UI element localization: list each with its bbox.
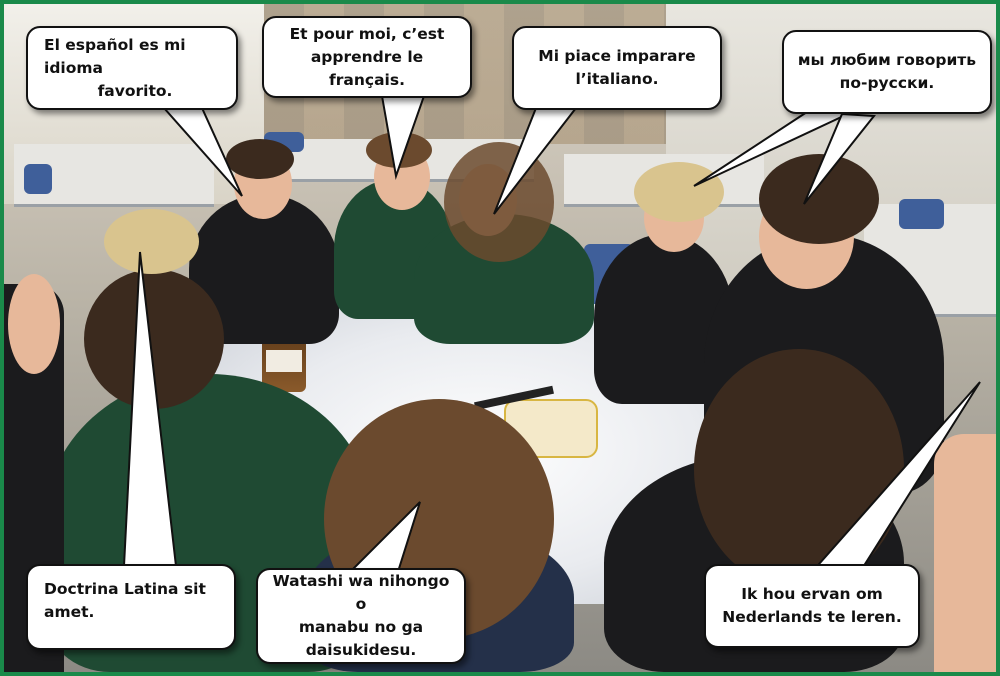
bubble-line: Doctrina Latina sit — [44, 580, 206, 598]
speech-bubble-italian — [512, 26, 722, 110]
bubble-line: apprendre le français. — [310, 47, 424, 89]
speech-bubble-french — [262, 16, 472, 98]
tail-italian — [494, 108, 576, 214]
speech-bubble-latin — [26, 564, 236, 650]
speech-bubble-text — [44, 34, 226, 103]
speech-bubble-japanese — [256, 568, 466, 664]
bubble-line: по-русски. — [839, 74, 935, 92]
bubble-line: Nederlands te leren. — [722, 608, 902, 626]
speech-bubble-text — [274, 23, 460, 92]
tail-french — [382, 96, 424, 176]
bubble-line: Et pour moi, c’est — [289, 24, 445, 43]
tail-spanish — [164, 108, 242, 196]
speech-bubble-text — [798, 49, 976, 95]
bubble-line: daisukidesu. — [305, 641, 417, 659]
speech-bubble-text — [722, 583, 901, 629]
bubble-line: Mi piace imparare — [538, 47, 696, 65]
bubble-line: мы любим говорить — [797, 51, 977, 69]
bubble-line: El español es mi idioma — [44, 35, 186, 77]
bubble-line: manabu no ga — [298, 618, 424, 636]
tail-dutch — [812, 382, 980, 572]
speech-bubble-text — [538, 45, 695, 91]
speech-bubble-spanish — [26, 26, 238, 110]
bubble-line: favorito. — [97, 81, 173, 100]
tail-latin — [124, 252, 176, 566]
speech-bubble-dutch — [704, 564, 920, 648]
tail-japanese — [344, 502, 420, 578]
speech-bubble-text — [268, 570, 454, 662]
bubble-line: Ik hou ervan om — [741, 585, 883, 603]
bubble-line: Watashi wa nihongo o — [272, 572, 450, 613]
speech-bubble-text — [44, 578, 206, 624]
bubble-line: amet. — [44, 603, 95, 621]
speech-bubble-russian — [782, 30, 992, 114]
bubble-line: l’italiano. — [575, 70, 659, 88]
